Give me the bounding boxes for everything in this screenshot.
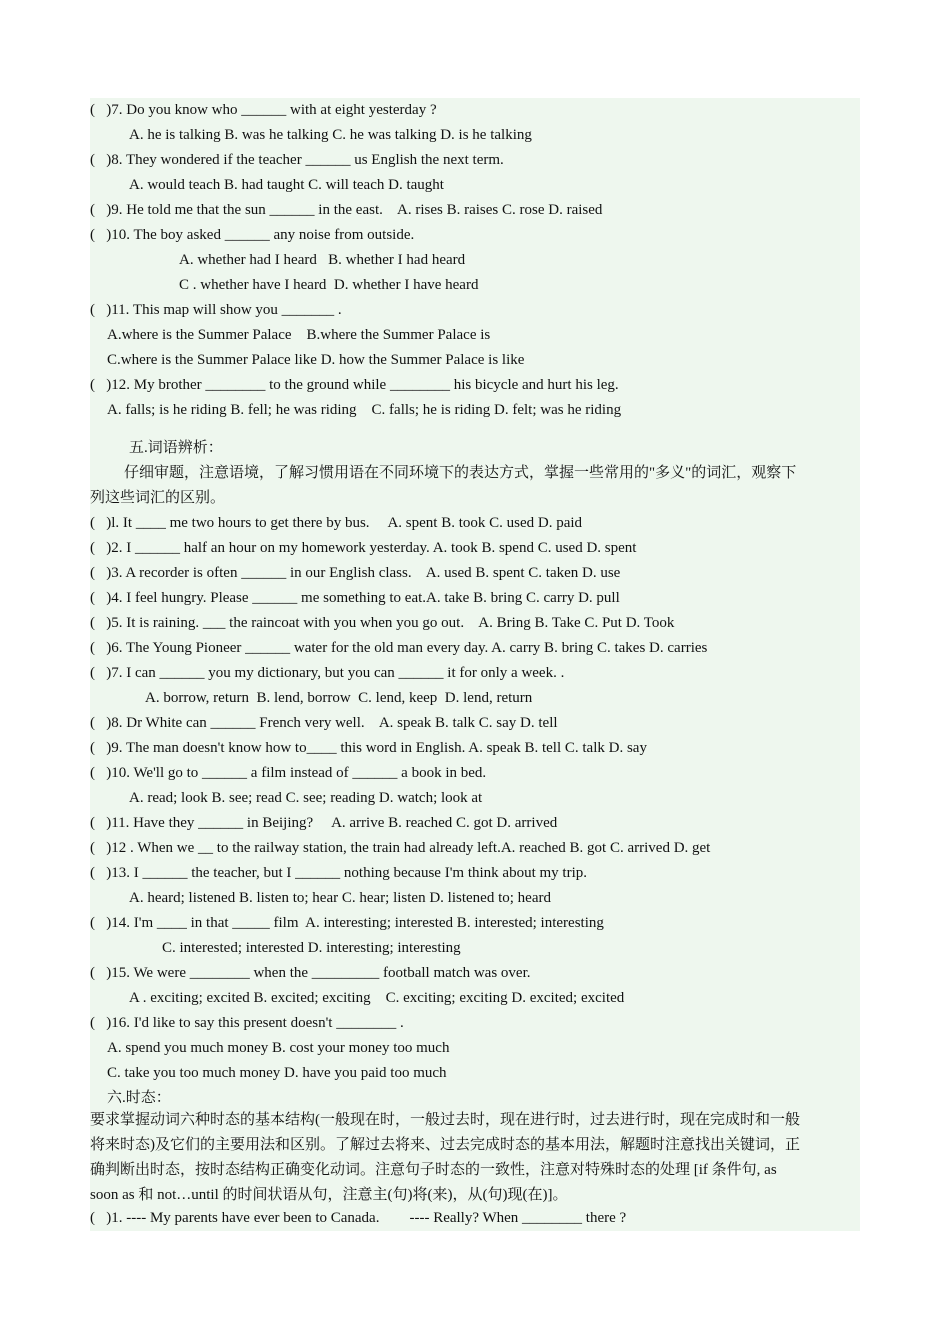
- section-6-intro-2: 将来时态)及它们的主要用法和区别。了解过去将来、过去完成时态的基本用法，解题时注意找出关键词，正: [90, 1137, 801, 1153]
- section-6-heading: 六.时态：: [107, 1090, 171, 1106]
- question-15: ( )15. We were ________ when the _________ football match was over.: [90, 965, 531, 981]
- section-6-intro-1: 要求掌握动词六种时态的基本结构(一般现在时，一般过去时，现在进行时，过去进行时，现在完成时和一般: [90, 1112, 801, 1128]
- question-10-options: A. read; look B. see; read C. see; reading D. watch; look at: [129, 790, 483, 806]
- question-10-options-ab: A. whether had I heard B. whether I had heard: [179, 252, 466, 268]
- question-8: ( )8. They wondered if the teacher ______ us English the next term.: [90, 152, 504, 168]
- question-7: ( )7. Do you know who ______ with at eight yesterday ?: [90, 102, 437, 118]
- question-4: ( )4. I feel hungry. Please ______ me something to eat.A. take B. bring C. carry D. pull: [90, 590, 620, 606]
- question-12-options: A. falls; is he riding B. fell; he was riding C. falls; he is riding D. felt; was he riding: [107, 402, 622, 418]
- question-11-options-cd: C.where is the Summer Palace like D. how the Summer Palace is like: [107, 352, 525, 368]
- question-16: ( )16. I'd like to say this present doesn't ________ .: [90, 1015, 404, 1031]
- section-5-intro: 仔细审题，注意语境，了解习惯用语在不同环境下的表达方式，掌握一些常用的"多义"的词汇，观察下: [124, 465, 797, 481]
- question-1: ( )l. It ____ me two hours to get there by bus. A. spent B. took C. used D. paid: [90, 515, 583, 531]
- section-5-intro-cont: 列这些词汇的区别。: [90, 490, 226, 506]
- question-13-options: A. heard; listened B. listen to; hear C. hear; listen D. listened to; heard: [129, 890, 551, 906]
- question-10: ( )10. The boy asked ______ any noise from outside.: [90, 227, 415, 243]
- question-8-options: A. would teach B. had taught C. will teach D. taught: [129, 177, 444, 193]
- question-10-options-cd: C . whether have I heard D. whether I have heard: [179, 277, 479, 293]
- question-14-options-cd: C. interested; interested D. interesting; interesting: [162, 940, 461, 956]
- worksheet-page: [90, 98, 860, 1231]
- question-16-options-cd: C. take you too much money D. have you paid too much: [107, 1065, 447, 1081]
- question-12: ( )12 . When we __ to the railway station, the train had already left.A. reached B. got C. arrived D. get: [90, 840, 711, 856]
- question-2: ( )2. I ______ half an hour on my homework yesterday. A. took B. spend C. used D. spent: [90, 540, 637, 556]
- section-6-intro-4: soon as 和 not…until 的时间状语从句，注意主(句)将(来)，从(句)现(在)]。: [90, 1187, 568, 1203]
- question-11: ( )11. Have they ______ in Beijing? A. arrive B. reached C. got D. arrived: [90, 815, 558, 831]
- section-5-heading: 五.词语辨析：: [129, 440, 223, 456]
- question-9: ( )9. He told me that the sun ______ in the east. A. rises B. raises C. rose D. raised: [90, 202, 603, 218]
- question-16-options-ab: A. spend you much money B. cost your money too much: [107, 1040, 450, 1056]
- question-7-options: A. he is talking B. was he talking C. he was talking D. is he talking: [129, 127, 532, 143]
- question-7-options: A. borrow, return B. lend, borrow C. lend, keep D. lend, return: [145, 690, 533, 706]
- question-11-options-ab: A.where is the Summer Palace B.where the Summer Palace is: [107, 327, 491, 343]
- question-13: ( )13. I ______ the teacher, but I ______ nothing because I'm think about my trip.: [90, 865, 587, 881]
- question-10: ( )10. We'll go to ______ a film instead of ______ a book in bed.: [90, 765, 487, 781]
- question-11: ( )11. This map will show you _______ .: [90, 302, 342, 318]
- section-6-intro-3: 确判断出时态，按时态结构正确变化动词。注意句子时态的一致性，注意对特殊时态的处理 [if 条件句, as: [90, 1162, 777, 1178]
- question-15-options: A . exciting; excited B. excited; exciting C. exciting; exciting D. excited; excited: [129, 990, 625, 1006]
- question-8: ( )8. Dr White can ______ French very well. A. speak B. talk C. say D. tell: [90, 715, 558, 731]
- question-9: ( )9. The man doesn't know how to____ this word in English. A. speak B. tell C. talk D. say: [90, 740, 647, 756]
- question-7: ( )7. I can ______ you my dictionary, but you can ______ it for only a week. .: [90, 665, 565, 681]
- question-6: ( )6. The Young Pioneer ______ water for the old man every day. A. carry B. bring C. takes D. carries: [90, 640, 708, 656]
- question-12: ( )12. My brother ________ to the ground while ________ his bicycle and hurt his leg.: [90, 377, 619, 393]
- question-14: ( )14. I'm ____ in that _____ film A. interesting; interested B. interested; interesting: [90, 915, 604, 931]
- question-1: ( )1. ---- My parents have ever been to Canada. ---- Really? When ________ there ?: [90, 1210, 627, 1226]
- question-5: ( )5. It is raining. ___ the raincoat with you when you go out. A. Bring B. Take C. Put D. Took: [90, 615, 675, 631]
- question-3: ( )3. A recorder is often ______ in our English class. A. used B. spent C. taken D. use: [90, 565, 621, 581]
